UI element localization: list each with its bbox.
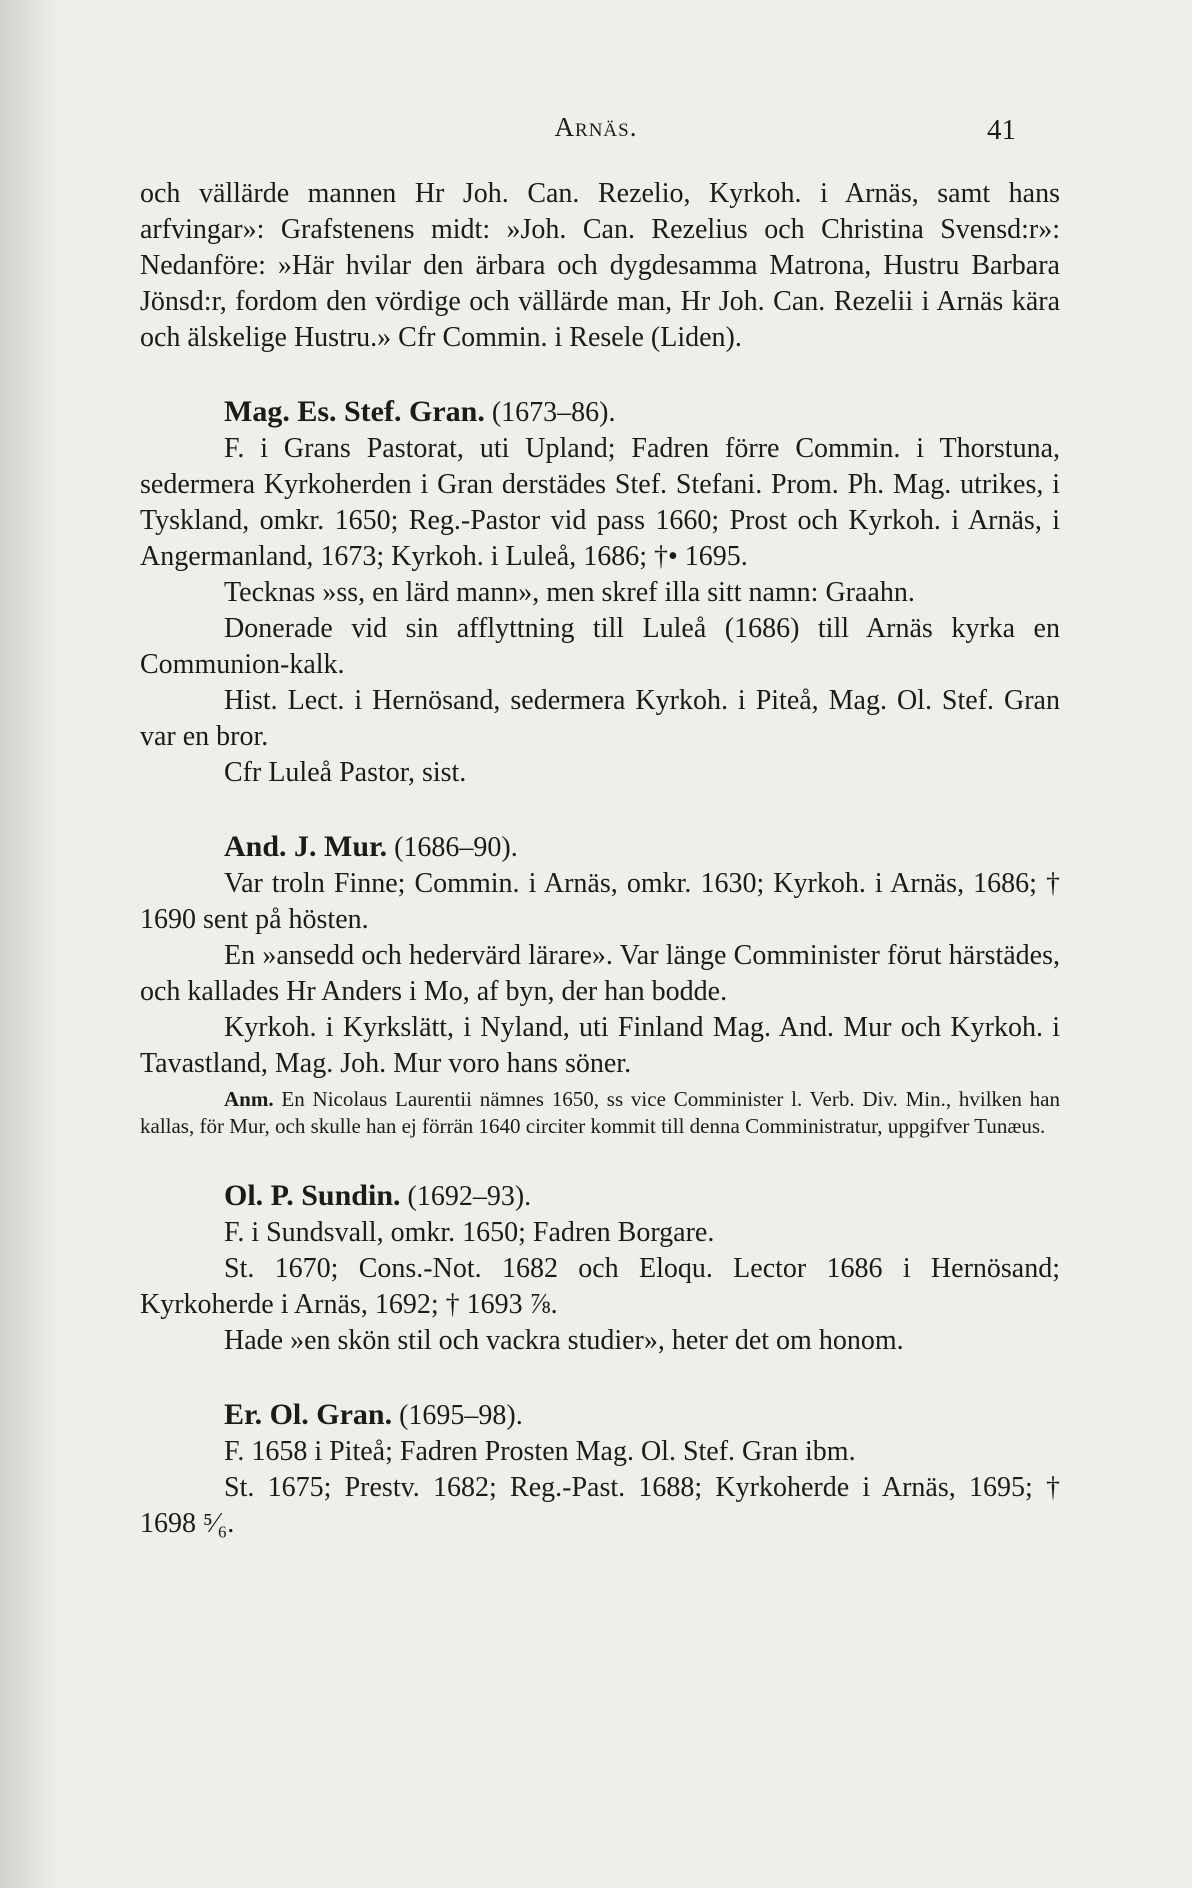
- entry-heading: Mag. Es. Stef. Gran.: [224, 395, 485, 428]
- entry-paragraph: Cfr Luleå Pastor, sist.: [224, 757, 467, 788]
- entry-paragraph: St. 1670; Cons.-Not. 1682 och Eloqu. Lector 1686 i Hernösand; Kyrkoherde i Arnäs, 1692; † 1693 ⅞.: [140, 1253, 1060, 1320]
- footnote-text: En Nicolaus Laurentii nämnes 1650, ss vice Comminister l. Verb. Div. Min., hvilken han kallas, för Mur, och skulle han ej förrän 1640 circiter kommit till denna Comministratur, uppgifver Tunæus.: [140, 1087, 1061, 1138]
- entry-paragraph: Donerade vid sin afflyttning till Luleå (1686) till Arnäs kyrka en Communion-kalk.: [140, 613, 1060, 680]
- entry-paragraph: En »ansedd och hedervärd lärare». Var länge Comminister förut härstädes, och kallades Hr Anders i Mo, af byn, der han bodde.: [140, 940, 1060, 1007]
- page-binding-shadow: [0, 0, 60, 1888]
- entry-heading: And. J. Mur.: [224, 830, 388, 863]
- entry-paragraph: Hade »en skön stil och vackra studier», heter det om honom.: [224, 1325, 904, 1356]
- entry-sundin: [140, 1178, 1060, 1359]
- entry-paragraph: Tecknas »ss, en lärd mann», men skref illa sitt namn: Graahn.: [224, 577, 915, 608]
- intro-paragraph: och vällärde mannen Hr Joh. Can. Rezelio, Kyrkoh. i Arnäs, samt hans arfvingar»: Grafstenens midt: »Joh. Can. Rezelius och Christina Svensd:r»: Nedanföre: »Här hvilar den ärbara och dygdesamma Matrona, Hustru Barbara Jönsd:r, fordom den vördige och vällärde man, Hr Joh. Can. Rezelii i Arnäs kära och älskelige Hustru.» Cfr Commin. i Resele (Liden).: [140, 178, 1060, 353]
- footnote-label: Anm.: [224, 1087, 274, 1111]
- entry-paragraph: Var troln Finne; Commin. i Arnäs, omkr. 1630; Kyrkoh. i Arnäs, 1686; † 1690 sent på hösten.: [140, 868, 1060, 935]
- entry-mur: [140, 829, 1060, 1140]
- entry-years: (1673–86).: [491, 397, 616, 428]
- entry-paragraph: Kyrkoh. i Kyrkslätt, i Nyland, uti Finland Mag. And. Mur och Kyrkoh. i Tavastland, Mag. Joh. Mur voro hans söner.: [140, 1012, 1060, 1079]
- entry-years: (1695–98).: [399, 1400, 523, 1431]
- entry-years: (1686–90).: [394, 832, 518, 863]
- entry-paragraph: F. 1658 i Piteå; Fadren Prosten Mag. Ol. Stef. Gran ibm.: [224, 1436, 856, 1467]
- entry-paragraph: F. i Sundsvall, omkr. 1650; Fadren Borgare.: [224, 1217, 715, 1248]
- entry-heading: Er. Ol. Gran.: [224, 1398, 393, 1431]
- entry-paragraph: Hist. Lect. i Hernösand, sedermera Kyrkoh. i Piteå, Mag. Ol. Stef. Gran var en bror.: [140, 685, 1060, 752]
- page-body: [140, 176, 1060, 1542]
- entry-paragraph: St. 1675; Prestv. 1682; Reg.-Past. 1688; Kyrkoherde i Arnäs, 1695; † 1698 ⁵⁄₆.: [140, 1472, 1060, 1539]
- entry-gran-es: [140, 394, 1060, 791]
- page-number: 41: [987, 114, 1016, 146]
- entry-years: (1692–93).: [407, 1181, 532, 1212]
- entry-heading: Ol. P. Sundin.: [224, 1179, 401, 1212]
- running-header: [0, 112, 1192, 152]
- footnote: [140, 1086, 1060, 1140]
- entry-paragraph: F. i Grans Pastorat, uti Upland; Fadren förre Commin. i Thorstuna, sedermera Kyrkoherden i Gran derstädes Stef. Stefani. Prom. Ph. Mag. utrikes, i Tyskland, omkr. 1650; Reg.-Pastor vid pass 1660; Prost och Kyrkoh. i Arnäs, i Angermanland, 1673; Kyrkoh. i Luleå, 1686; †• 1695.: [140, 433, 1060, 572]
- entry-gran-er: [140, 1397, 1060, 1542]
- running-title: Arnäs.: [554, 112, 638, 142]
